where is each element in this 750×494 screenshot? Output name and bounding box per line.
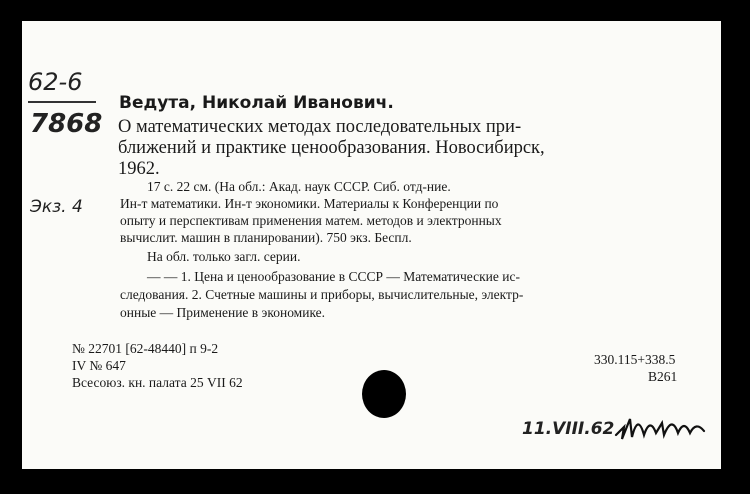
signature (614, 409, 712, 443)
description-line: опыту и перспективам применения матем. методов и электронных (120, 213, 502, 228)
description-line: 17 с. 22 см. (На обл.: Акад. наук СССР. Сиб. отд-ние. (147, 179, 451, 194)
bottom-note: 11.VIII.62 (522, 419, 615, 439)
title-line: 1962. (118, 159, 160, 179)
author-heading: Ведута, Николай Иванович. (119, 93, 394, 113)
title-line: О математических методах последовательных при- (118, 117, 522, 137)
description-line: Ин-т математики. Ин-т экономики. Материалы к Конференции по (120, 196, 499, 211)
subject-line: — — 1. Цена и ценообразование в СССР — Математические ис- (147, 269, 520, 284)
shelfmark-top: 62-6 (28, 68, 83, 96)
catalog-card (22, 21, 721, 469)
subject-line: следования. 2. Счетные машины и приборы, вычислительные, электр- (120, 287, 524, 302)
subject-line: онные — Применение в экономике. (120, 305, 326, 320)
registry-series: IV № 647 (72, 358, 126, 373)
description-line: вычислит. машин в планировании). 750 экз. Беспл. (120, 230, 412, 245)
registry-number: № 22701 [62-48440] п 9-2 (72, 341, 219, 356)
title-line: ближений и практике ценообразования. Новосибирск, (118, 138, 545, 158)
description-line: На обл. только загл. серии. (147, 249, 301, 264)
margin-note: Экз. 4 (30, 197, 83, 217)
shelfmark-bottom: 7868 (30, 109, 103, 139)
class-code: B261 (648, 369, 678, 384)
classification-index: 330.115+338.5 (594, 352, 676, 367)
shelfmark-divider (28, 101, 96, 103)
registry-chamber: Всесоюз. кн. палата 25 VII 62 (72, 375, 243, 390)
punch-hole (362, 370, 406, 418)
